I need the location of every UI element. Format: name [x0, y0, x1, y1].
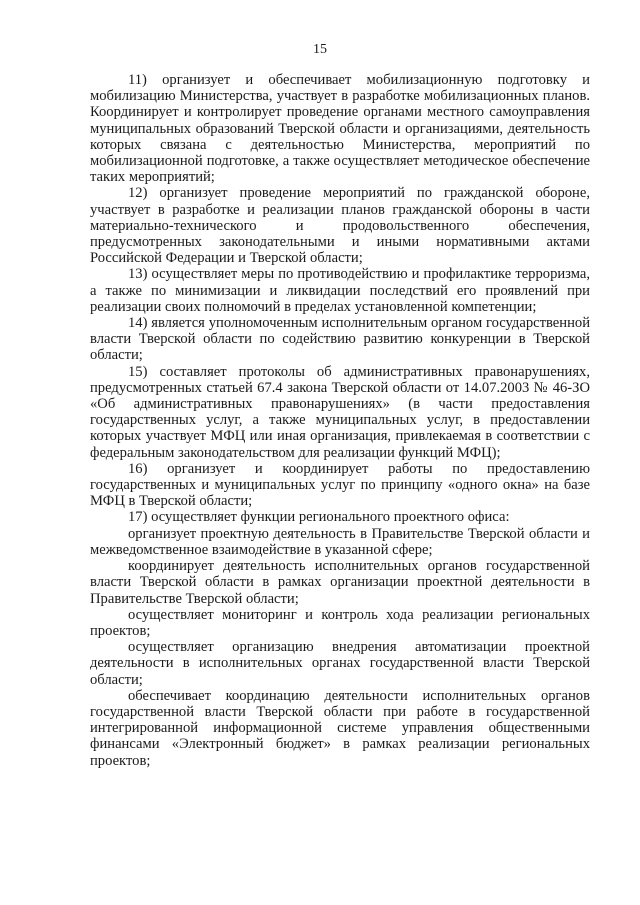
- paragraph-item-12: 12) организует проведение мероприятий по гражданской обороне, участвует в разработке и реализации планов гражданской обороны в части материально-технического и продовольственного обеспечения, предусмотренных законодательными и иными нормативными актами Российской Федерации и Тверской области;: [90, 185, 590, 267]
- paragraph-item-11: 11) организует и обеспечивает мобилизационную подготовку и мобилизацию Министерства, участвует в разработке мобилизационных планов. Координирует и контролирует проведение органами местного самоуправления муниципальных образований Тверской области и организациями, деятельность которых связана с деятельностью Министерства, мероприятий по мобилизационной подготовке, а также осуществляет методическое обеспечение таких мероприятий;: [90, 72, 590, 186]
- subitem-monitoring: осуществляет мониторинг и контроль хода реализации региональных проектов;: [90, 606, 590, 639]
- subitem-electronic-budget: обеспечивает координацию деятельности исполнительных органов государственной власти Тверской области при работе в государственной интегрированной информационной системе управления общественными финансами «Электронный бюджет» в рамках реализации региональных проектов;: [90, 687, 590, 769]
- paragraph-item-15: 15) составляет протоколы об административных правонарушениях, предусмотренных статьей 67.4 закона Тверской области от 14.07.2003 № 46-ЗО «Об административных правонарушениях» (в части предоставления государственных услуг, а также муниципальных услуг, в предоставлении которых участвует МФЦ или иная организация, привлекаемая в соответствии с федеральным законодательством для реализации функций МФЦ);: [90, 363, 590, 461]
- paragraph-item-13: 13) осуществляет меры по противодействию и профилактике терроризма, а также по минимизации и ликвидации последствий его проявлений при реализации своих полномочий в пределах установленной компетенции;: [90, 266, 590, 315]
- paragraph-item-16: 16) организует и координирует работы по предоставлению государственных и муниципальных услуг по принципу «одного окна» на базе МФЦ в Тверской области;: [90, 460, 590, 510]
- paragraph-item-17: 17) осуществляет функции регионального проектного офиса:: [128, 509, 510, 526]
- subitem-project-activity: организует проектную деятельность в Правительстве Тверской области и межведомственное взаимодействие в указанной сфере;: [90, 525, 590, 558]
- page-number: 15: [313, 42, 327, 57]
- paragraph-item-14: 14) является уполномоченным исполнительным органом государственной власти Тверской области по содействию развитию конкуренции в Тверской области;: [90, 315, 590, 364]
- subitem-coordination: координирует деятельность исполнительных органов государственной власти Тверской области в рамках организации проектной деятельности в Правительстве Тверской области;: [90, 558, 590, 607]
- subitem-automation: осуществляет организацию внедрения автоматизации проектной деятельности в исполнительных органах государственной власти Тверской области;: [90, 639, 590, 688]
- document-body: [90, 72, 590, 769]
